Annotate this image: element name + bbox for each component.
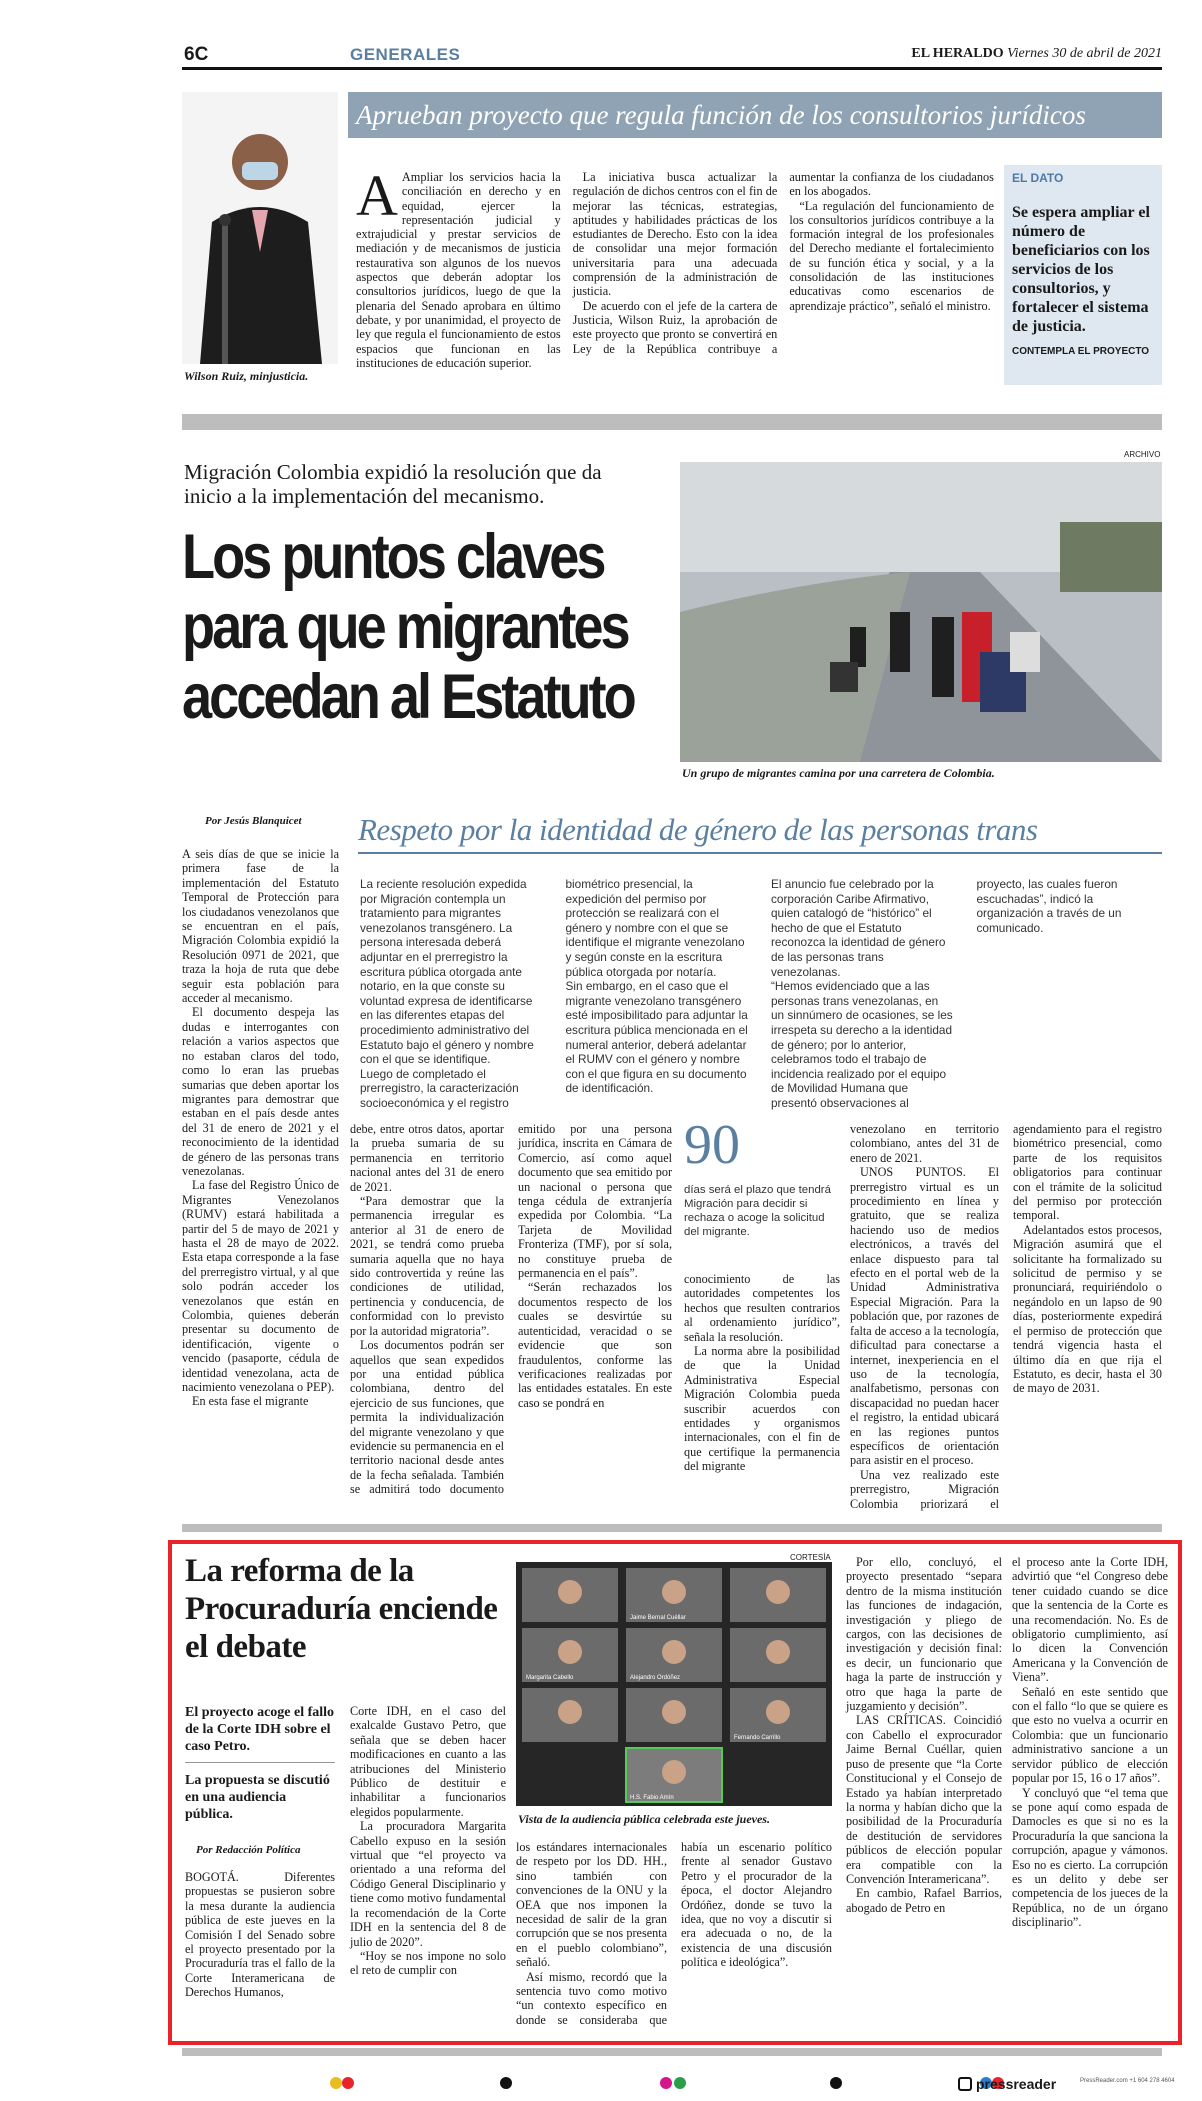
- top-story-title: Aprueban proyecto que regula función de los consultorios jurídicos: [356, 99, 1086, 130]
- main-cols-a: [350, 1122, 672, 1510]
- cols-b-p1: conocimiento de las autoridades competentes los hechos que resulten contrarios al ordenamiento jurídico”, señala la resolución.: [684, 1272, 840, 1344]
- bottom-col-2: [350, 1704, 506, 2030]
- cols-a-p2: “Para demostrar que la permanencia irregular es anterior al 31 de enero de 2021, se tendrá como prueba sumaria aquella que no haya sido controvertida y reúne las condiciones de utilidad, pertinencia y conducencia, de conformidad con lo previsto por la autoridad migratoria”.: [350, 1194, 504, 1338]
- migrants-photo: [680, 462, 1162, 762]
- bottom-photo-credit: CORTESÍA: [790, 1553, 831, 1562]
- main-cols-c: [850, 1122, 1162, 1512]
- videocall-photo: [516, 1562, 832, 1806]
- cols-c-p1: venezolano en territorio colombiano, antes del 31 de enero de 2021.: [850, 1122, 999, 1165]
- col5-p3: Y concluyó que “el tema que se pone aquí como espada de Damocles es que si no es la Procuraduría la que sanciona la corrupción, apague y vámonos. Eso no es cierto. La corrupción es un delito y debe ser competencia de los jueces de la República, no de un órgano disciplinario”.: [1012, 1785, 1168, 1930]
- cols-c-p4: Adelantados estos procesos, Migración asumirá que el solicitante ha formalizado su solicitud de permiso y se pronunciará, requiriéndolo o negándolo en un lapso de 90 días, posteriormente expedirá el permiso de protección que tendrá vigencia hasta el último día en que rija el Estatuto, es decir, hasta el 30 de mayo de 2031.: [1013, 1222, 1162, 1396]
- top-story-body: [356, 163, 994, 378]
- col3-p2: Así mismo, recordó que la sentencia tuvo como motivo “un contexto específico en donde se consideraba que había un escenario político frente al senador Gustavo Petro y el procurador de la época, el doctor Alejandro Ordóñez, donde se tuvo la idea, que no voy a discutir si era adecuada o no, de la existencia de una discusión política e ideológica”.: [516, 1840, 832, 2027]
- main-kicker: Migración Colombia expidió la resolución que da inicio a la implementación del mecanismo.: [184, 460, 602, 508]
- section-name: GENERALES: [350, 45, 461, 64]
- bottom-lead: BOGOTÁ. Diferentes propuestas se pusieron sobre la mesa durante la audiencia pública de este jueves en la Comisión I del Senado sobre el proyecto presentado por la Procuraduría tras el fallo de la Corte Interamericana de Derechos Humanos,: [185, 1870, 335, 2000]
- color-dot: [330, 2077, 342, 2089]
- dato-footer: CONTEMPLA EL PROYECTO: [1012, 346, 1150, 357]
- bottom-summary-2: La propuesta se discutió en una audiencia pública.: [185, 1773, 330, 1822]
- trans-sidebar: [360, 877, 1160, 1115]
- sidebar-p5: “Hemos evidenciado que a las personas trans venezolanas, en un sinnúmero de ocasiones, se les irrespeta su derecho a la identidad de género; por lo anterior, celebramos todo el trabajo de incidencia realizado por el equipo de Movilidad Humana que presentó observaciones al proyecto, las cuales fueron escuchadas”, indicó la organización a través de un comunicado.: [771, 877, 1122, 1110]
- masthead: EL HERALDO Viernes 30 de abril de 2021: [911, 46, 1162, 61]
- color-dot: [660, 2077, 672, 2089]
- page-number: 6C: [184, 44, 209, 65]
- registration-marks: [330, 2077, 1030, 2089]
- person-icon: [182, 92, 338, 364]
- video-label-1: Jaime Bernal Cuéllar: [630, 1615, 686, 1621]
- dato-box: [1004, 165, 1162, 385]
- dato-text: Se espera ampliar el número de beneficiarios con los servicios de los consultorios, y fortalecer el sistema de justicia.: [1012, 204, 1150, 335]
- stat-text: días será el plazo que tendrá Migración para decidir si rechaza o acoge la solicitud del migrante.: [684, 1184, 831, 1238]
- col4-p3: En cambio, Rafael Barrios, abogado de Petro en: [846, 1886, 1002, 1915]
- sidebar-p1: La reciente resolución expedida por Migración contempla un tratamiento para migrantes venezolanos transgénero. La persona interesada deberá adjuntar en el prerregistro la escritura pública otorgada ante notario, en la que conste su voluntad expresa de identificarse en las diferentes etapas del procedimiento administrativo del Estatuto bajo el género y nombre con el que se identifique.: [360, 877, 534, 1067]
- sidebar-p2: Luego de completado el prerregistro, la caracterización socioeconómica y el registro biométrico presencial, la expedición del permiso por protección se realizará con el género y nombre con el que se identifique el migrante venezolano y según conste en la escritura pública otorgada por notaría.: [360, 877, 745, 1110]
- bottom-headline: La reforma de la Procuraduría enciende el debate: [185, 1553, 498, 1665]
- minister-photo: [182, 92, 338, 364]
- section-divider: [182, 414, 1162, 430]
- videocall-caption: Vista de la audiencia pública celebrada este jueves.: [518, 1812, 770, 1826]
- pressreader-logo: pressreader: [958, 2076, 1056, 2092]
- cols-a-p1: debe, entre otros datos, aportar la prueba sumaria de su permanencia en territorio nacional antes del 31 de enero de 2021.: [350, 1122, 504, 1194]
- color-dot: [500, 2077, 512, 2089]
- main-p3: La fase del Registro Único de Migrantes Venezolanos (RUMV) estará habilitada a partir del 5 de mayo de 2021 y hasta el 28 de mayo de 2022. Esta etapa corresponde a la fase del prerregistro virtual, y al que solo podrán acceder los venezolanos que están en Colombia, quienes deberán presentar su documento de identificación, vigente o vencido (pasaporte, cédula de identidad venezolana, acta de nacimiento venezolana o PEP).: [182, 1178, 339, 1395]
- video-grid-icon: [516, 1562, 832, 1806]
- color-dot: [674, 2077, 686, 2089]
- top-story-p2: La iniciativa busca actualizar la regulación de dichos centros con el fin de mejorar las técnicas, estrategias, aptitudes y habilidades prácticas de los estudiantes de Derecho. Esto con la idea de consolidar una mejor formación universitaria para una adecuada comprensión de la administración de justicia.: [572, 170, 778, 299]
- photo-credit: ARCHIVO: [1124, 450, 1161, 459]
- col4-p1: Por ello, concluyó, el proyecto presentado “separa dentro de la misma institución las funciones de indagación, investigación y pliego de cargos, con las decisiones de investigación y decisión final: es decir, un funcionario que haga la parte de instrucción y otro que haga la parte de juzgamiento y decisión”.: [846, 1555, 1002, 1714]
- col3-p1: los estándares internacionales de respeto por los DD. HH., sino también con convenciones de la ONU y la OEA que nos imponen la necesidad de salir de la gran corrupción que se nos presenta en el pueblo colombiano”, señaló.: [516, 1840, 667, 1970]
- byline: Por Jesús Blanquicet: [205, 815, 302, 827]
- main-p4: En esta fase el migrante: [192, 1394, 309, 1409]
- main-headline: Los puntos claves para que migrantes accedan al Estatuto: [182, 522, 634, 732]
- trans-subtitle: Respeto por la identidad de género de las personas trans: [358, 812, 1038, 847]
- summary-rule: [185, 1762, 335, 1763]
- migrants-photo-caption: Un grupo de migrantes camina por una carretera de Colombia.: [682, 766, 995, 780]
- cols-c-p3: Una vez realizado este prerregistro, Migración Colombia priorizará el agendamiento para el registro biométrico presencial, como parte de los requisitos obligatorios para continuar con el trámite de la solicitud del permiso por protección temporal.: [850, 1122, 1162, 1511]
- bottom-col-3: [516, 1840, 832, 2030]
- subtitle-rule: [358, 852, 1162, 854]
- col5-p2: Señaló en este sentido que con el fallo “lo que se quiere es que esto no vuelva a ocurrir en Colombia: que un funcionario administrativo sancione a un servidor público de elección popular por 15, 16 o 17 años”.: [1012, 1684, 1168, 1786]
- pressreader-icon: [958, 2077, 972, 2091]
- top-story-p3: De acuerdo con el jefe de la cartera de Justicia, Wilson Ruiz, la aprobación de este proyecto que pronto se convertirá en Ley de la República contribuye a aumentar la confianza de los ciudadanos en los abogados.: [572, 170, 994, 356]
- section-divider-2: [182, 1524, 1162, 1532]
- cols-a-p4: “Serán rechazados los documentos respecto de los cuales se desvirtúe su autenticidad, veracidad o se evidencie que son fraudulentos, conforme las verificaciones realizadas por las entidades estatales. En este caso se pondrá en: [518, 1280, 672, 1410]
- main-cols-b: [684, 1272, 840, 1512]
- bottom-byline: Por Redacción Política: [196, 1844, 301, 1856]
- cols-c-p2: UNOS PUNTOS. El prerregistro virtual es un procedimiento en línea y gratuito, que se realiza haciendo uso de medios electrónicos, a través del enlace dispuesto para tal efecto en el portal web de la Unidad Administrativa Especial Migración. Para la población que, por razones de falta de acceso a la tecnología, dificultad para conectarse a internet, inexperiencia en el uso de la tecnología, analfabetismo, personas con discapacidad no puedan hacer el registro, la entidad ubicará en las regiones puntos específicos de orientación para asistir en el proceso.: [850, 1165, 999, 1468]
- bottom-summary-1: El proyecto acoge el fallo de la Corte IDH sobre el caso Petro.: [185, 1705, 335, 1754]
- col2-p1: Corte IDH, en el caso del exalcalde Gustavo Petro, que señala que se deben hacer modificaciones en cuanto a las atribuciones del Ministerio Público de destituir e inhabilitar a funcionarios elegidos popularmente.: [350, 1704, 506, 1819]
- top-story-p4: “La regulación del funcionamiento de los consultorios jurídicos contribuye a la formación integral de los profesionales del Derecho mediante el fortalecimiento de su función ética y social, y a la consolidación de las instituciones educativas como escenarios de aprendizaje práctico”, señaló el ministro.: [789, 198, 994, 313]
- col2-p3: “Hoy se nos impone no solo el reto de cumplir con: [350, 1948, 506, 1978]
- minister-photo-caption: Wilson Ruiz, minjusticia.: [184, 369, 309, 383]
- sidebar-p4: El anuncio fue celebrado por la corporación Caribe Afirmativo, quien catalogó de “histórico” el hecho de que el Estatuto reconozca la identidad de género de las personas trans venezolanas.: [771, 877, 946, 979]
- bottom-divider: [182, 2048, 1162, 2056]
- dato-title: EL DATO: [1012, 171, 1064, 185]
- bottom-col-5: [1012, 1555, 1168, 2032]
- main-left-column: [182, 847, 339, 1512]
- video-label-2: Margarita Cabello: [526, 1675, 574, 1681]
- main-lead: A seis días de que se inicie la primera fase de la implementación del Estatuto Temporal de Protección para los ciudadanos venezolanos que se encuentran en el país, Migración Colombia expidió la Resolución 0971 de 2021, que traza la hoja de ruta que debe seguir esta población para acceder al mecanismo.: [182, 847, 339, 1006]
- pressreader-text: PressReader.com +1 604 278 4604: [1080, 2078, 1175, 2084]
- color-dot: [830, 2077, 842, 2089]
- road-scene-icon: [680, 462, 1162, 762]
- main-p2: El documento despeja las dudas e interrogantes con relación a varios aspectos que no estaban claros del todo, como lo eran las pruebas sumarias que deben aportar los migrantes para demostrar que estaban en el país desde antes del 31 de enero de 2021 y el reconocimiento de la identidad de género de las personas trans venezolanas.: [182, 1005, 339, 1178]
- video-label-3: Alejandro Ordóñez: [630, 1675, 681, 1681]
- color-dot: [342, 2077, 354, 2089]
- col2-p2: La procuradora Margarita Cabello expuso en la sesión virtual que “el proyecto va orientado a una reforma del Código General Disciplinario y tiene como motivo fundamental la recomendación de la Corte IDH en la sentencia del 8 de julio de 2020”.: [350, 1819, 506, 1949]
- col4-p2: LAS CRÍTICAS. Coincidió con Cabello el exprocurador Jaime Bernal Cuéllar, quien puso de presente que “la Corte Constitucional y el Consejo de Estado ya habían interpretado la norma y habían dicho que la posibilidad de la Procuraduría de destitución de servidores públicos de elección popular era compatible con la Convención Interamericana”.: [846, 1713, 1002, 1886]
- video-label-5: H.S. Fabio Amín: [630, 1795, 674, 1801]
- top-story-title-bar: [348, 92, 1162, 138]
- col5-p1: el proceso ante la Corte IDH, advirtió que “el Congreso debe tener cuidado cuando se dice que la sentencia de la Corte es una recomendación. No. Es de obligatorio cumplimiento, así lo dicen la Convención Americana y la Convención de Viena”.: [1012, 1555, 1168, 1685]
- page-header: [182, 42, 1162, 70]
- video-label-4: Fernando Carrillo: [734, 1735, 781, 1741]
- bottom-col-1: [185, 1870, 335, 2030]
- stat-number: 90: [684, 1114, 740, 1176]
- cols-b-p2: La norma abre la posibilidad de que la Unidad Administrativa Especial Migración Colombia pueda suscribir acuerdos con entidades y organismos internacionales, con el fin de que certifique la permanencia del migrante: [684, 1344, 840, 1474]
- bottom-col-4: [846, 1555, 1002, 2032]
- sidebar-p3: Sin embargo, en el caso que el migrante venezolano transgénero esté imposibilitado para adjuntar la escritura pública mencionada en el numeral anterior, deberá adelantar el RUMV con el género y nombre con el que figura en su documento de identificación.: [565, 979, 748, 1096]
- cols-a-p3: Los documentos podrán ser aquellos que sean expedidos por una entidad pública colombiana, dentro del ejercicio de sus funciones, que permita la individualización del migrante venezolano y que evidencie su permanencia en el territorio nacional desde antes de la fecha señalada. También se admitirá todo documento emitido por una persona jurídica, inscrita en Cámara de Comercio, así como aquel documento que sea emitido por un nacional o persona que tenga cédula de extranjería expedida por Colombia. “La Tarjeta de Movilidad Fronteriza (TMF), por sí sola, no constituye prueba de permanencia en el país”.: [350, 1122, 672, 1497]
- top-story-p1: A Ampliar los servicios hacia la conciliación en derecho y en equidad, ejercer la representación judicial y extrajudicial y prestar servicios de mediación y de mecanismos de justicia restaurativa son algunos de los nuevos aspectos que deberán adoptar los consultorios jurídicos, luego de que la plenaria del Senado aprobara en último debate, y por unanimidad, el proyecto de ley que regula el funcionamiento de estos espacios que funcionan en las instituciones de educación superior.: [356, 163, 561, 370]
